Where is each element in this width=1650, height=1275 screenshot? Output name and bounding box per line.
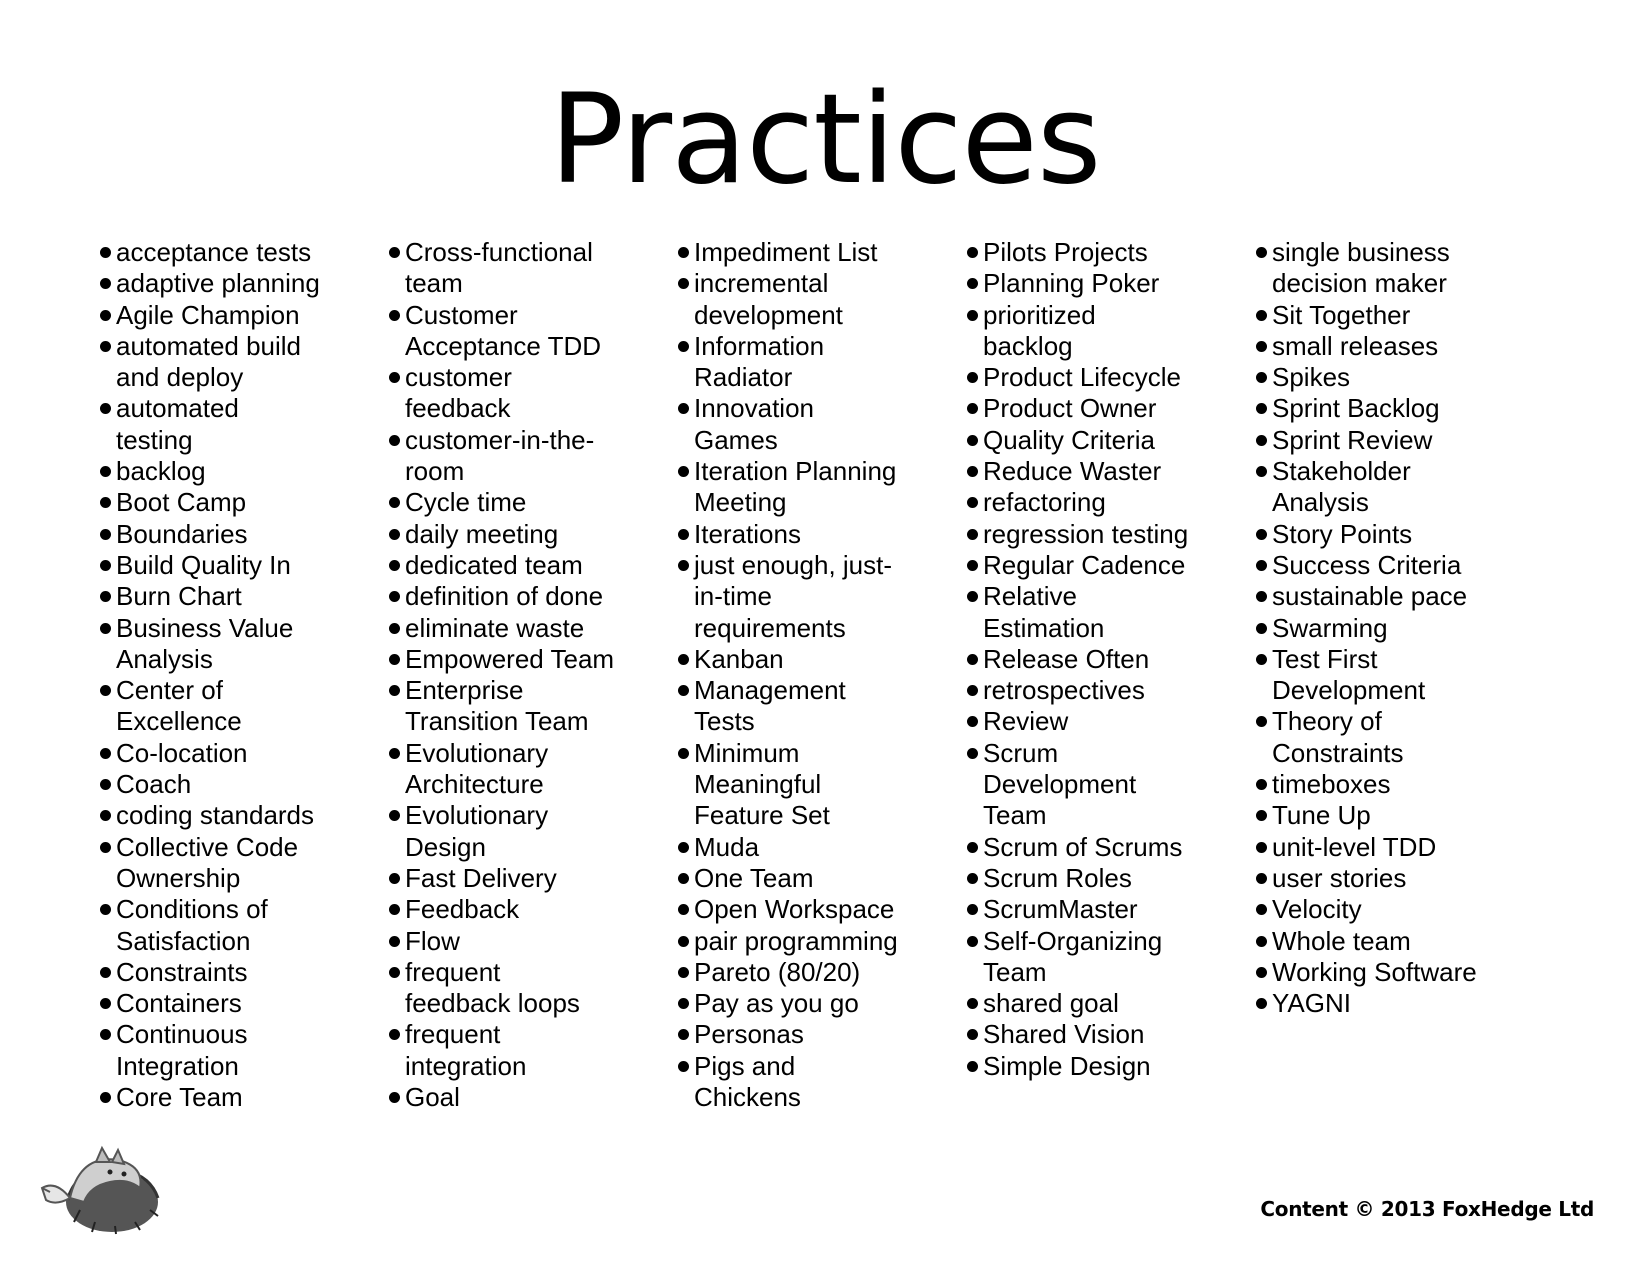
practice-item: Scrum of Scrums <box>967 832 1188 863</box>
practices-column-5 <box>1256 237 1477 1019</box>
practice-item: Iteration Planning Meeting <box>678 456 898 519</box>
practices-columns <box>100 237 1620 1137</box>
practice-item: Cycle time <box>389 487 614 518</box>
practice-item: Boot Camp <box>100 487 320 518</box>
practice-item: Stakeholder Analysis <box>1256 456 1477 519</box>
practice-item: Spikes <box>1256 362 1477 393</box>
practice-item: Theory of Constraints <box>1256 706 1477 769</box>
practice-item: Product Owner <box>967 393 1188 424</box>
practice-item: Release Often <box>967 644 1188 675</box>
practice-item: Innovation Games <box>678 393 898 456</box>
practice-item: Enterprise Transition Team <box>389 675 614 738</box>
fox-hedgehog-logo-icon <box>40 1140 162 1235</box>
practice-item: just enough, just- in-time requirements <box>678 550 898 644</box>
practice-item: Kanban <box>678 644 898 675</box>
practice-item: definition of done <box>389 581 614 612</box>
practice-item: backlog <box>100 456 320 487</box>
practice-item: Whole team <box>1256 926 1477 957</box>
practices-column-3 <box>678 237 898 1113</box>
practice-item: Boundaries <box>100 519 320 550</box>
practice-item: retrospectives <box>967 675 1188 706</box>
practice-item: Working Software <box>1256 957 1477 988</box>
practice-item: Continuous Integration <box>100 1019 320 1082</box>
practice-item: Flow <box>389 926 614 957</box>
practice-item: coding standards <box>100 800 320 831</box>
practice-item: Sprint Review <box>1256 425 1477 456</box>
practice-item: Agile Champion <box>100 300 320 331</box>
practice-item: ScrumMaster <box>967 894 1188 925</box>
practice-item: timeboxes <box>1256 769 1477 800</box>
practice-item: Velocity <box>1256 894 1477 925</box>
practice-item: Evolutionary Design <box>389 800 614 863</box>
practice-item: Self-Organizing Team <box>967 926 1188 989</box>
practice-item: pair programming <box>678 926 898 957</box>
practice-item: Test First Development <box>1256 644 1477 707</box>
practice-item: Regular Cadence <box>967 550 1188 581</box>
practice-item: daily meeting <box>389 519 614 550</box>
practice-item: Personas <box>678 1019 898 1050</box>
practice-item: Quality Criteria <box>967 425 1188 456</box>
practice-item: Feedback <box>389 894 614 925</box>
practice-item: user stories <box>1256 863 1477 894</box>
practice-item: customer feedback <box>389 362 614 425</box>
practice-item: Core Team <box>100 1082 320 1113</box>
practice-item: small releases <box>1256 331 1477 362</box>
practice-item: Evolutionary Architecture <box>389 738 614 801</box>
practice-item: Coach <box>100 769 320 800</box>
practice-item: Impediment List <box>678 237 898 268</box>
practice-item: dedicated team <box>389 550 614 581</box>
practices-column-2 <box>389 237 614 1113</box>
practice-item: Conditions of Satisfaction <box>100 894 320 957</box>
practice-item: frequent integration <box>389 1019 614 1082</box>
practice-item: Product Lifecycle <box>967 362 1188 393</box>
practice-item: One Team <box>678 863 898 894</box>
practice-item: Open Workspace <box>678 894 898 925</box>
practice-item: Iterations <box>678 519 898 550</box>
practice-item: Reduce Waster <box>967 456 1188 487</box>
practice-item: Goal <box>389 1082 614 1113</box>
practice-item: Cross-functional team <box>389 237 614 300</box>
practices-column-4 <box>967 237 1188 1082</box>
practice-item: acceptance tests <box>100 237 320 268</box>
practice-item: prioritized backlog <box>967 300 1188 363</box>
practice-item: Shared Vision <box>967 1019 1188 1050</box>
practice-item: Information Radiator <box>678 331 898 394</box>
practice-item: Pilots Projects <box>967 237 1188 268</box>
practice-item: Tune Up <box>1256 800 1477 831</box>
practice-item: regression testing <box>967 519 1188 550</box>
practice-item: Sit Together <box>1256 300 1477 331</box>
practice-item: Customer Acceptance TDD <box>389 300 614 363</box>
practice-item: adaptive planning <box>100 268 320 299</box>
practice-item: Collective Code Ownership <box>100 832 320 895</box>
practice-item: single business decision maker <box>1256 237 1477 300</box>
practice-item: Scrum Roles <box>967 863 1188 894</box>
practice-item: eliminate waste <box>389 613 614 644</box>
practice-item: unit-level TDD <box>1256 832 1477 863</box>
practice-item: Empowered Team <box>389 644 614 675</box>
practice-item: Center of Excellence <box>100 675 320 738</box>
practice-item: sustainable pace <box>1256 581 1477 612</box>
practice-item: Management Tests <box>678 675 898 738</box>
practice-item: Scrum Development Team <box>967 738 1188 832</box>
practice-item: automated build and deploy <box>100 331 320 394</box>
practice-item: Containers <box>100 988 320 1019</box>
practice-item: incremental development <box>678 268 898 331</box>
practice-item: Review <box>967 706 1188 737</box>
practice-item: Sprint Backlog <box>1256 393 1477 424</box>
practice-item: Co-location <box>100 738 320 769</box>
practice-item: Pareto (80/20) <box>678 957 898 988</box>
practice-item: Muda <box>678 832 898 863</box>
practice-item: Pigs and Chickens <box>678 1051 898 1114</box>
practice-item: Success Criteria <box>1256 550 1477 581</box>
page-title: Practices <box>549 68 1101 212</box>
practice-item: Burn Chart <box>100 581 320 612</box>
practice-item: Swarming <box>1256 613 1477 644</box>
practice-item: Relative Estimation <box>967 581 1188 644</box>
practice-item: automated testing <box>100 393 320 456</box>
practice-item: Planning Poker <box>967 268 1188 299</box>
practice-item: Minimum Meaningful Feature Set <box>678 738 898 832</box>
practice-item: Fast Delivery <box>389 863 614 894</box>
practice-item: refactoring <box>967 487 1188 518</box>
practice-item: Business Value Analysis <box>100 613 320 676</box>
practice-item: Constraints <box>100 957 320 988</box>
practice-item: shared goal <box>967 988 1188 1019</box>
practice-item: Story Points <box>1256 519 1477 550</box>
practice-item: Pay as you go <box>678 988 898 1019</box>
practice-item: YAGNI <box>1256 988 1477 1019</box>
practice-item: Build Quality In <box>100 550 320 581</box>
practice-item: customer-in-the- room <box>389 425 614 488</box>
practice-item: frequent feedback loops <box>389 957 614 1020</box>
copyright-text: Content © 2013 FoxHedge Ltd <box>1260 1197 1594 1221</box>
practices-column-1 <box>100 237 320 1113</box>
practice-item: Simple Design <box>967 1051 1188 1082</box>
